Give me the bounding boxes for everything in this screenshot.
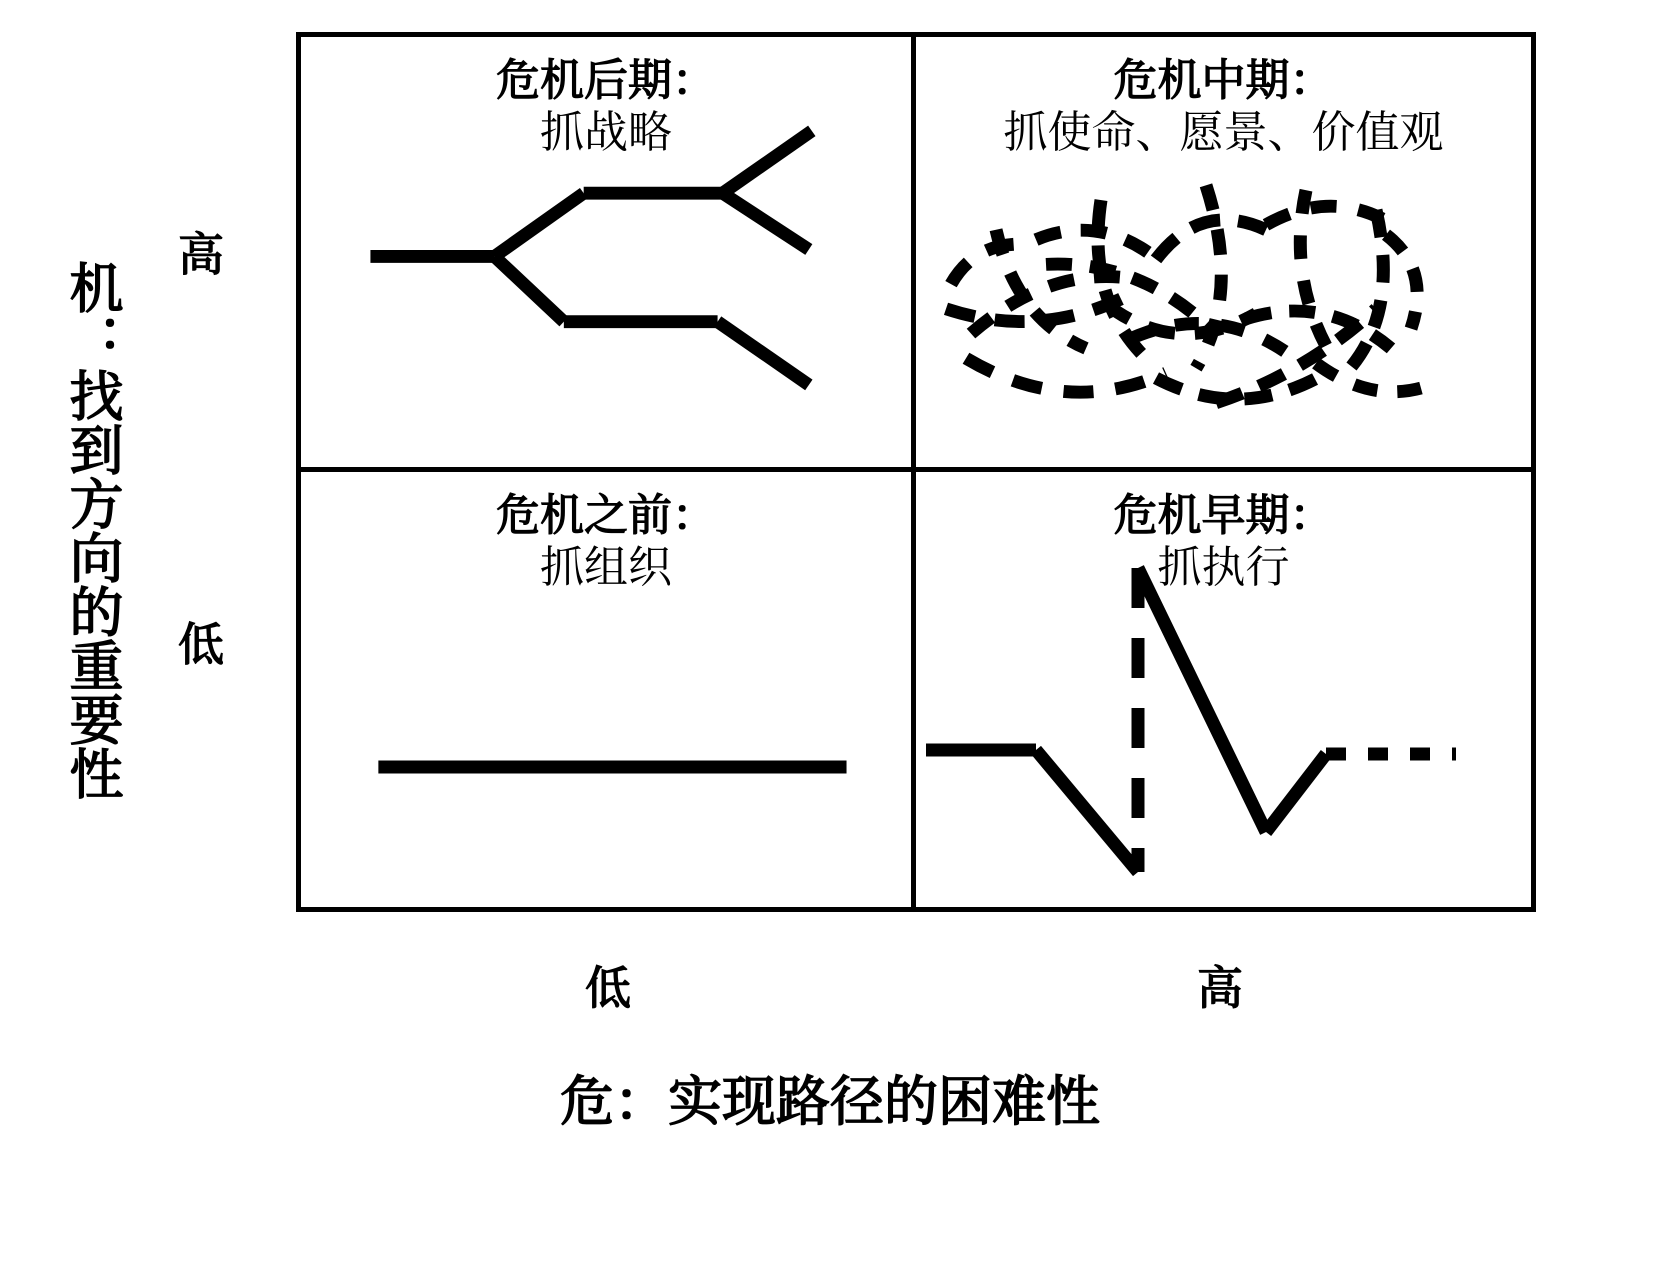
quadrant-top-right[interactable]	[916, 37, 1531, 472]
x-axis-title: 危：实现路径的困难性	[560, 1070, 1100, 1133]
quadrant-bottom-left[interactable]	[301, 472, 916, 907]
quadrant-bottom-right-title: 危机早期：	[1113, 490, 1334, 541]
quadrant-top-right-title: 危机中期：	[1113, 55, 1334, 106]
quadrant-bottom-left-title: 危机之前：	[496, 490, 716, 541]
quadrant-top-left-text	[301, 55, 911, 159]
quadrant-matrix	[296, 32, 1536, 912]
quadrant-top-left[interactable]	[301, 37, 916, 472]
quadrant-bottom-right[interactable]	[916, 472, 1531, 907]
y-axis-title: 机：找到方向的重要性	[61, 260, 124, 800]
x-axis-tick-low: 低	[585, 961, 631, 1015]
y-axis-tick-high: 高	[171, 230, 225, 276]
quadrant-top-left-title: 危机后期：	[496, 55, 716, 106]
quadrant-top-right-text	[916, 55, 1531, 159]
quadrant-bottom-right-subtitle: 抓执行	[1157, 541, 1290, 593]
quadrant-bottom-left-subtitle: 抓组织	[540, 541, 672, 593]
quadrant-top-left-subtitle: 抓战略	[540, 106, 672, 158]
quadrant-bottom-right-text	[916, 490, 1531, 594]
x-axis-tick-high: 高	[1197, 961, 1243, 1015]
y-axis-tick-low: 低	[171, 620, 225, 666]
quadrant-top-right-subtitle: 抓使命、愿景、价值观	[1003, 106, 1444, 158]
quadrant-bottom-left-text	[301, 490, 911, 594]
